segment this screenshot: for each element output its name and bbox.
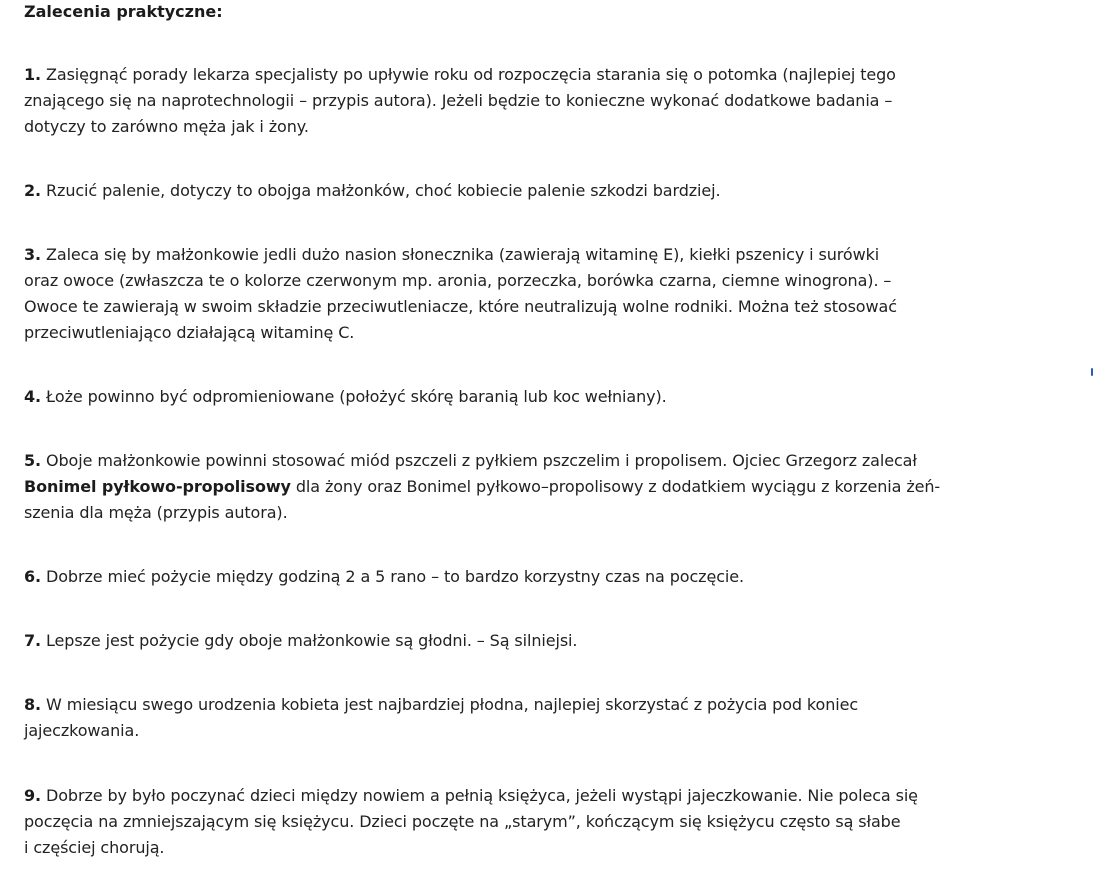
list-item	[24, 384, 667, 410]
item-text: Dobrze mieć pożycie między godziną 2 a 5 rano – to bardzo korzystny czas na poczęcie.	[41, 567, 744, 586]
section-heading: Zalecenia praktyczne:	[24, 2, 223, 21]
list-item	[24, 242, 897, 346]
item-text: oraz owoce (zwłaszcza te o kolorze czerwonym mp. aronia, porzeczka, borówka czarna, ciemne winogrona). –	[24, 271, 892, 290]
item-number: 7.	[24, 631, 42, 650]
item-number: 5.	[24, 451, 42, 470]
item-text: i częściej chorują.	[24, 838, 165, 857]
item-text: Łoże powinno być odpromieniowane (położyć skórę baranią lub koc wełniany).	[41, 387, 667, 406]
item-number: 3.	[24, 245, 42, 264]
item-text: jajeczkowania.	[24, 721, 140, 740]
list-item	[24, 628, 577, 654]
item-text: W miesiącu swego urodzenia kobieta jest najbardziej płodna, najlepiej skorzystać z pożycia pod koniec	[41, 695, 859, 714]
list-item	[24, 564, 744, 590]
item-text: dla żony oraz Bonimel pyłkowo–propolisowy z dodatkiem wyciągu z korzenia żeń-	[290, 477, 941, 496]
item-text: Rzucić palenie, dotyczy to obojga małżonków, choć kobiecie palenie szkodzi bardziej.	[41, 181, 721, 200]
item-text: znającego się na naprotechnologii – przypis autora). Jeżeli będzie to konieczne wykonać dodatkowe badania –	[24, 91, 893, 110]
list-item	[24, 783, 918, 861]
item-text: Oboje małżonkowie powinni stosować miód pszczeli z pyłkiem pszczelim i propolisem. Ojciec Grzegorz zalecał	[41, 451, 917, 470]
item-text: Owoce te zawierają w swoim składzie przeciwutleniacze, które neutralizują wolne rodniki. Można też stosować	[24, 297, 897, 316]
item-number: 9.	[24, 786, 42, 805]
item-number: 4.	[24, 387, 42, 406]
item-text: poczęcia na zmniejszającym się księżycu. Dzieci poczęte na „starym”, kończącym się księżycu często są słabe	[24, 812, 901, 831]
list-item	[24, 62, 896, 140]
item-text: dotyczy to zarówno męża jak i żony.	[24, 117, 309, 136]
item-number: 2.	[24, 181, 42, 200]
scroll-marker	[1091, 368, 1093, 376]
list-item	[24, 448, 940, 526]
product-name: Bonimel pyłkowo-propolisowy	[24, 477, 291, 496]
list-item	[24, 692, 858, 744]
item-text: Lepsze jest pożycie gdy oboje małżonkowie są głodni. – Są silniejsi.	[41, 631, 578, 650]
item-number: 6.	[24, 567, 42, 586]
list-item	[24, 178, 720, 204]
item-text: Zasięgnąć porady lekarza specjalisty po upływie roku od rozpoczęcia starania się o potomka (najlepiej tego	[41, 65, 896, 84]
item-number: 8.	[24, 695, 42, 714]
item-text: Dobrze by było poczynać dzieci między nowiem a pełnią księżyca, jeżeli wystąpi jajeczkowanie. Nie poleca się	[41, 786, 918, 805]
item-text: przeciwutleniająco działającą witaminę C.	[24, 323, 355, 342]
item-text: Zaleca się by małżonkowie jedli dużo nasion słonecznika (zawierają witaminę E), kiełki pszenicy i surówki	[41, 245, 880, 264]
item-text: szenia dla męża (przypis autora).	[24, 503, 288, 522]
item-number: 1.	[24, 65, 42, 84]
